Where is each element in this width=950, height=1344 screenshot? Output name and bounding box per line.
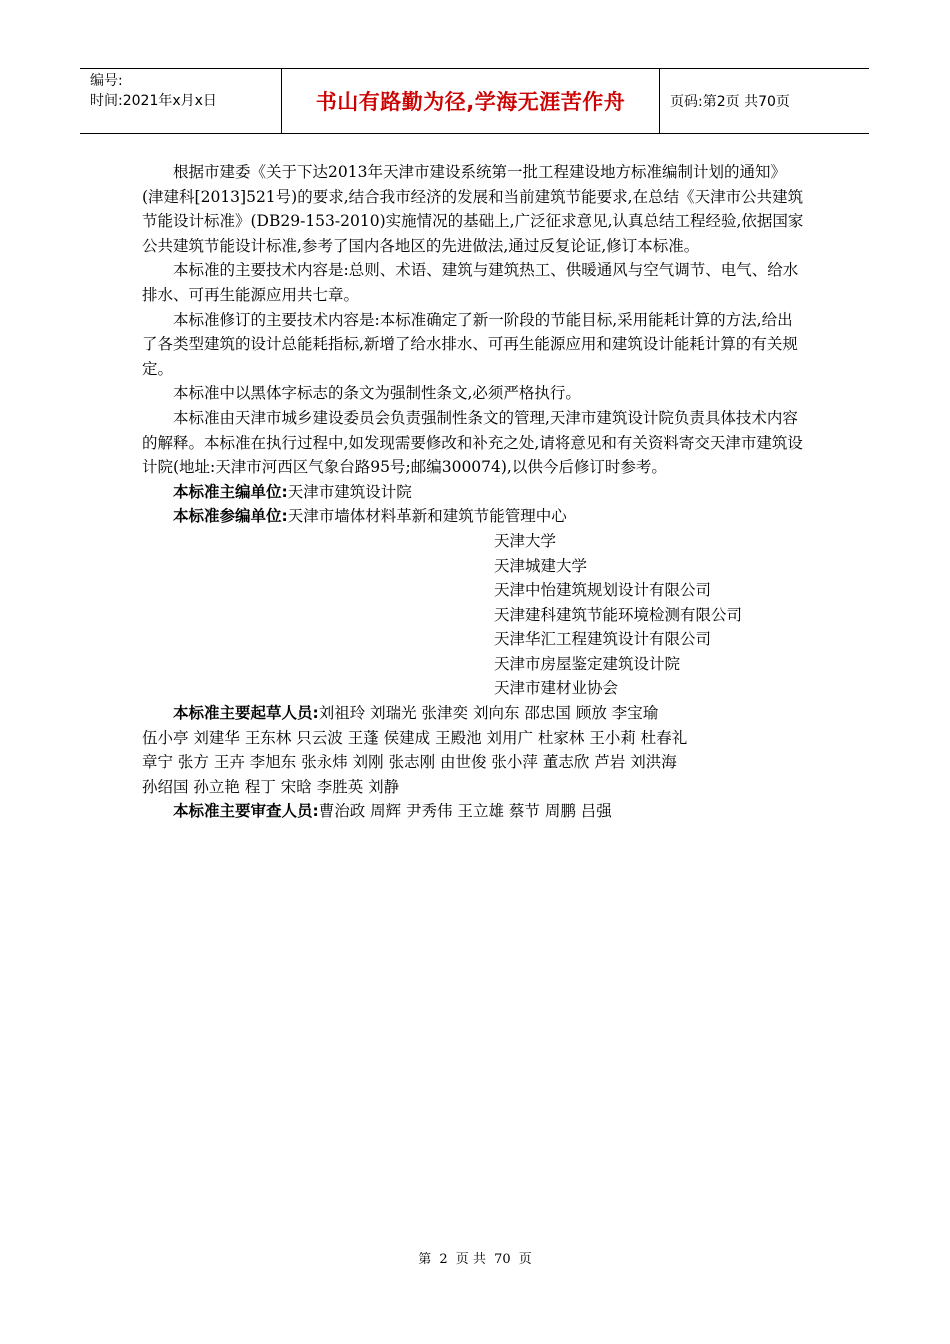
participating-unit: 天津市建材业协会 (494, 679, 619, 698)
motto-text: 书山有路勤为径,学海无涯苦作舟 (315, 90, 626, 114)
footer-total-pages: 70 (494, 1252, 511, 1267)
footer-prefix: 第 (418, 1252, 432, 1267)
footer-middle: 页 共 (455, 1252, 486, 1267)
page-header (80, 68, 869, 134)
drafters-label: 本标准主要起草人员: (173, 704, 319, 723)
header-page-info (660, 69, 869, 133)
drafters-names: 伍小亭 刘建华 王东林 只云波 王蓬 侯建成 王殿池 刘用广 杜家林 王小莉 杜春礼 (142, 728, 688, 747)
reviewers-line (142, 799, 804, 824)
paragraph: 本标准由天津市城乡建设委员会负责强制性条文的管理,天津市建筑设计院负责具体技术内容的解释。本标准在执行过程中,如发现需要修改和补充之处,请将意见和有关资料寄交天津市建筑设计院(地址:天津市河西区气象台路95号;邮编300074),以供今后修订时参考。 (142, 408, 803, 477)
drafters-names: 刘祖玲 刘瑞光 张津奕 刘向东 邵忠国 顾放 李宝瑜 (318, 704, 659, 723)
participating-unit: 天津市房屋鉴定建筑设计院 (494, 654, 681, 673)
document-date-label: 时间:2021年x月x日 (90, 93, 217, 109)
participating-unit-line (142, 504, 804, 529)
participating-unit: 天津中怡建筑规划设计有限公司 (494, 581, 712, 600)
page-label: 页码:第2页 共70页 (670, 94, 790, 110)
drafters-names: 孙绍国 孙立艳 程丁 宋晗 李胜英 刘静 (142, 777, 400, 796)
participating-unit: 天津城建大学 (494, 556, 588, 575)
chief-unit-label: 本标准主编单位: (173, 482, 288, 501)
chief-unit-value: 天津市建筑设计院 (287, 482, 412, 501)
reviewers-label: 本标准主要审查人员: (173, 802, 319, 821)
reviewers-names: 曹治政 周辉 尹秀伟 王立雄 蔡节 周鹏 吕强 (318, 802, 612, 821)
header-motto (282, 69, 660, 133)
document-number-label: 编号: (90, 73, 123, 89)
paragraph: 根据市建委《关于下达2013年天津市建设系统第一批工程建设地方标准编制计划的通知》(津建科[2013]521号)的要求,结合我市经济的发展和当前建筑节能要求,在总结《天津市公共建筑节能设计标准》(DB29-153-2010)实施情况的基础上,广泛征求意见,认真总结工程经验,依据国家公共建筑节能设计标准,参考了国内各地区的先进做法,通过反复论证,修订本标准。 (142, 163, 804, 255)
header-meta (80, 69, 282, 133)
paragraph: 本标准的主要技术内容是:总则、术语、建筑与建筑热工、供暖通风与空气调节、电气、给水排水、可再生能源应用共七章。 (142, 261, 799, 304)
participating-unit: 天津大学 (494, 531, 557, 550)
participating-unit: 天津华汇工程建筑设计有限公司 (494, 630, 712, 649)
footer-page-number: 2 (439, 1252, 448, 1267)
drafters-names: 章宁 张方 王卉 李旭东 张永炜 刘刚 张志刚 由世俊 张小萍 董志欣 芦岩 刘洪海 (142, 753, 677, 772)
participating-unit: 天津建科建筑节能环境检测有限公司 (494, 605, 743, 624)
footer-suffix: 页 (518, 1252, 532, 1267)
participating-unit-value: 天津市墙体材料革新和建筑节能管理中心 (287, 507, 567, 526)
document-body (142, 160, 804, 824)
paragraph: 本标准中以黑体字标志的条文为强制性条文,必须严格执行。 (173, 384, 581, 403)
chief-unit-line (142, 480, 804, 505)
participating-unit-label: 本标准参编单位: (173, 507, 288, 526)
paragraph: 本标准修订的主要技术内容是:本标准确定了新一阶段的节能目标,采用能耗计算的方法,给出了各类型建筑的设计总能耗指标,新增了给水排水、可再生能源应用和建筑设计能耗计算的有关规定。 (142, 310, 798, 378)
page-footer (0, 1248, 950, 1267)
drafters-line (142, 701, 804, 726)
